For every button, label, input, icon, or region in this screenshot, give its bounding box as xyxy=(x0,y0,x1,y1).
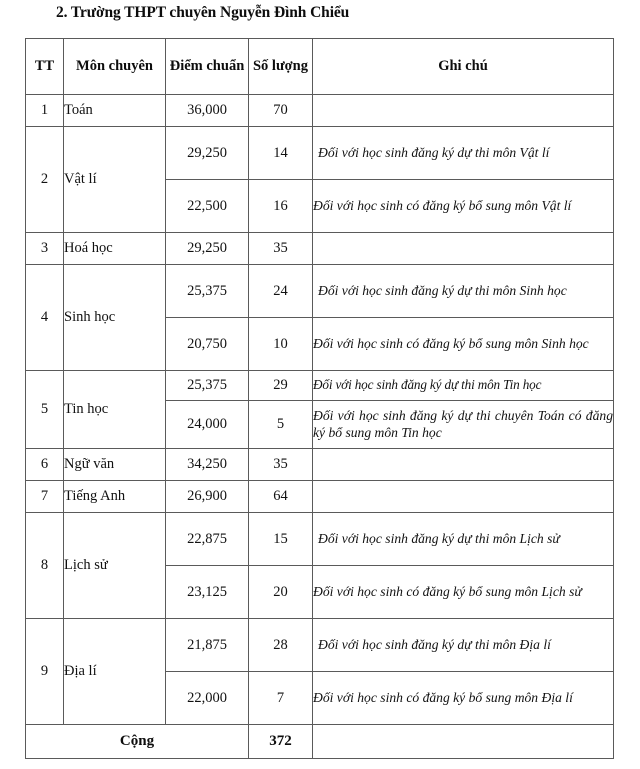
cell-ghi-chu xyxy=(313,481,614,513)
cell-so-luong: 24 xyxy=(249,265,313,318)
table-row xyxy=(26,233,614,265)
cell-subject: Lịch sử xyxy=(64,513,166,619)
table-row xyxy=(26,265,614,318)
cell-diem-chuan: 29,250 xyxy=(166,233,249,265)
cell-so-luong: 16 xyxy=(249,180,313,233)
cell-ghi-chu: Đối với học sinh đăng ký dự thi môn Địa lí xyxy=(313,619,614,672)
cell-so-luong: 7 xyxy=(249,672,313,725)
table-total-row xyxy=(26,725,614,759)
cell-diem-chuan: 26,900 xyxy=(166,481,249,513)
cell-tt: 7 xyxy=(26,481,64,513)
table-row xyxy=(26,513,614,566)
cell-subject: Ngữ văn xyxy=(64,449,166,481)
cell-subject: Tin học xyxy=(64,371,166,449)
cell-diem-chuan: 25,375 xyxy=(166,371,249,401)
cell-ghi-chu: Đối với học sinh đăng ký dự thi môn Sinh học xyxy=(313,265,614,318)
cell-ghi-chu: Đối với học sinh đăng ký dự thi môn Tin học xyxy=(313,371,614,401)
cell-ghi-chu xyxy=(313,95,614,127)
total-ghi-chu xyxy=(313,725,614,759)
cell-tt: 5 xyxy=(26,371,64,449)
table-row xyxy=(26,127,614,180)
column-header-so-luong: Số lượng xyxy=(249,39,313,95)
cell-ghi-chu: Đối với học sinh đăng ký dự thi môn Lịch sử xyxy=(313,513,614,566)
cell-ghi-chu: Đối với học sinh có đăng ký bổ sung môn Địa lí xyxy=(313,672,614,725)
table-header-row xyxy=(26,39,614,95)
cell-ghi-chu: Đối với học sinh có đăng ký bổ sung môn Lịch sử xyxy=(313,566,614,619)
cell-so-luong: 5 xyxy=(249,401,313,449)
cell-ghi-chu: Đối với học sinh đăng ký dự thi môn Vật lí xyxy=(313,127,614,180)
cell-diem-chuan: 22,875 xyxy=(166,513,249,566)
cell-so-luong: 35 xyxy=(249,233,313,265)
cell-ghi-chu: Đối với học sinh đăng ký dự thi chuyên Toán có đăng ký bổ sung môn Tin học xyxy=(313,401,614,449)
column-header-diem-chuan: Điểm chuẩn xyxy=(166,39,249,95)
cell-diem-chuan: 22,500 xyxy=(166,180,249,233)
cell-tt: 8 xyxy=(26,513,64,619)
table-header xyxy=(26,39,614,95)
cell-tt: 6 xyxy=(26,449,64,481)
cell-ghi-chu: Đối với học sinh có đăng ký bổ sung môn Sinh học xyxy=(313,318,614,371)
cell-diem-chuan: 21,875 xyxy=(166,619,249,672)
cell-tt: 3 xyxy=(26,233,64,265)
cell-so-luong: 35 xyxy=(249,449,313,481)
column-header-tt: TT xyxy=(26,39,64,95)
table-row xyxy=(26,95,614,127)
cell-so-luong: 29 xyxy=(249,371,313,401)
cell-subject: Địa lí xyxy=(64,619,166,725)
cell-subject: Toán xyxy=(64,95,166,127)
cell-ghi-chu xyxy=(313,449,614,481)
cell-ghi-chu: Đối với học sinh có đăng ký bổ sung môn Vật lí xyxy=(313,180,614,233)
total-label: Cộng xyxy=(26,725,249,759)
column-header-ghi-chu: Ghi chú xyxy=(313,39,614,95)
cell-so-luong: 15 xyxy=(249,513,313,566)
cell-tt: 2 xyxy=(26,127,64,233)
cell-subject: Hoá học xyxy=(64,233,166,265)
cell-subject: Tiếng Anh xyxy=(64,481,166,513)
cell-so-luong: 14 xyxy=(249,127,313,180)
total-so-luong: 372 xyxy=(249,725,313,759)
cell-subject: Sinh học xyxy=(64,265,166,371)
cell-ghi-chu xyxy=(313,233,614,265)
cell-tt: 1 xyxy=(26,95,64,127)
table-row xyxy=(26,371,614,401)
table-row xyxy=(26,481,614,513)
cell-tt: 4 xyxy=(26,265,64,371)
cell-diem-chuan: 25,375 xyxy=(166,265,249,318)
column-header-mon-chuyen: Môn chuyên xyxy=(64,39,166,95)
cell-diem-chuan: 20,750 xyxy=(166,318,249,371)
cell-diem-chuan: 36,000 xyxy=(166,95,249,127)
cell-so-luong: 20 xyxy=(249,566,313,619)
page-title: 2. Trường THPT chuyên Nguyễn Đình Chiểu xyxy=(56,4,350,21)
cell-tt: 9 xyxy=(26,619,64,725)
table-body xyxy=(26,95,614,759)
cell-so-luong: 10 xyxy=(249,318,313,371)
score-table-container xyxy=(25,38,613,759)
cell-diem-chuan: 22,000 xyxy=(166,672,249,725)
cell-diem-chuan: 34,250 xyxy=(166,449,249,481)
table-row xyxy=(26,619,614,672)
admission-score-table xyxy=(25,38,614,759)
cell-subject: Vật lí xyxy=(64,127,166,233)
cell-so-luong: 28 xyxy=(249,619,313,672)
cell-so-luong: 64 xyxy=(249,481,313,513)
table-row xyxy=(26,449,614,481)
cell-diem-chuan: 29,250 xyxy=(166,127,249,180)
cell-diem-chuan: 24,000 xyxy=(166,401,249,449)
cell-diem-chuan: 23,125 xyxy=(166,566,249,619)
cell-so-luong: 70 xyxy=(249,95,313,127)
